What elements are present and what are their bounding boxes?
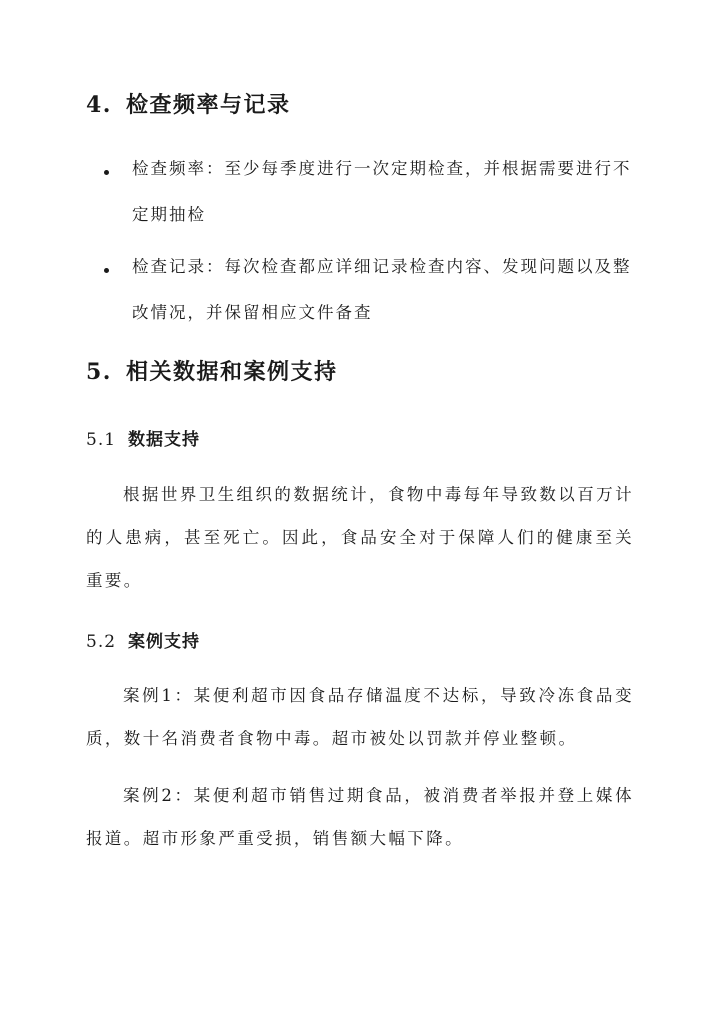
subsection-5-1-heading	[86, 425, 200, 450]
bullet-dot-icon	[104, 170, 109, 175]
subsection-5-2-number: 5.2	[86, 632, 117, 652]
subsection-5-1-number: 5.1	[86, 430, 117, 450]
bullet-text: 检查记录：每次检查都应详细记录检查内容、发现问题以及整改情况，并保留相应文件备查	[132, 257, 632, 322]
case-2-paragraph: 案例2：某便利超市销售过期食品，被消费者举报并登上媒体报道。超市形象严重受损，销售额大幅下降。	[86, 786, 634, 848]
section-4-heading	[86, 88, 290, 119]
bullet-text: 检查频率：至少每季度进行一次定期检查，并根据需要进行不定期抽检	[132, 159, 632, 224]
subsection-5-2-title: 案例支持	[128, 632, 201, 652]
section-5-number: 5.	[86, 359, 112, 385]
data-support-paragraph: 根据世界卫生组织的数据统计，食物中毒每年导致数以百万计的人患病，甚至死亡。因此，食品安全对于保障人们的健康至关重要。	[86, 485, 634, 590]
section-5-title: 相关数据和案例支持	[125, 359, 338, 385]
case-1-paragraph: 案例1：某便利超市因食品存储温度不达标，导致冷冻食品变质，数十名消费者食物中毒。超市被处以罚款并停业整顿。	[86, 686, 634, 748]
bullet-dot-icon	[104, 268, 109, 273]
section-4-number: 4.	[86, 92, 112, 118]
section-4-title: 检查频率与记录	[125, 92, 291, 118]
subsection-5-1-title: 数据支持	[128, 430, 201, 450]
subsection-5-2-heading	[86, 627, 200, 652]
section-5-heading	[86, 355, 337, 386]
